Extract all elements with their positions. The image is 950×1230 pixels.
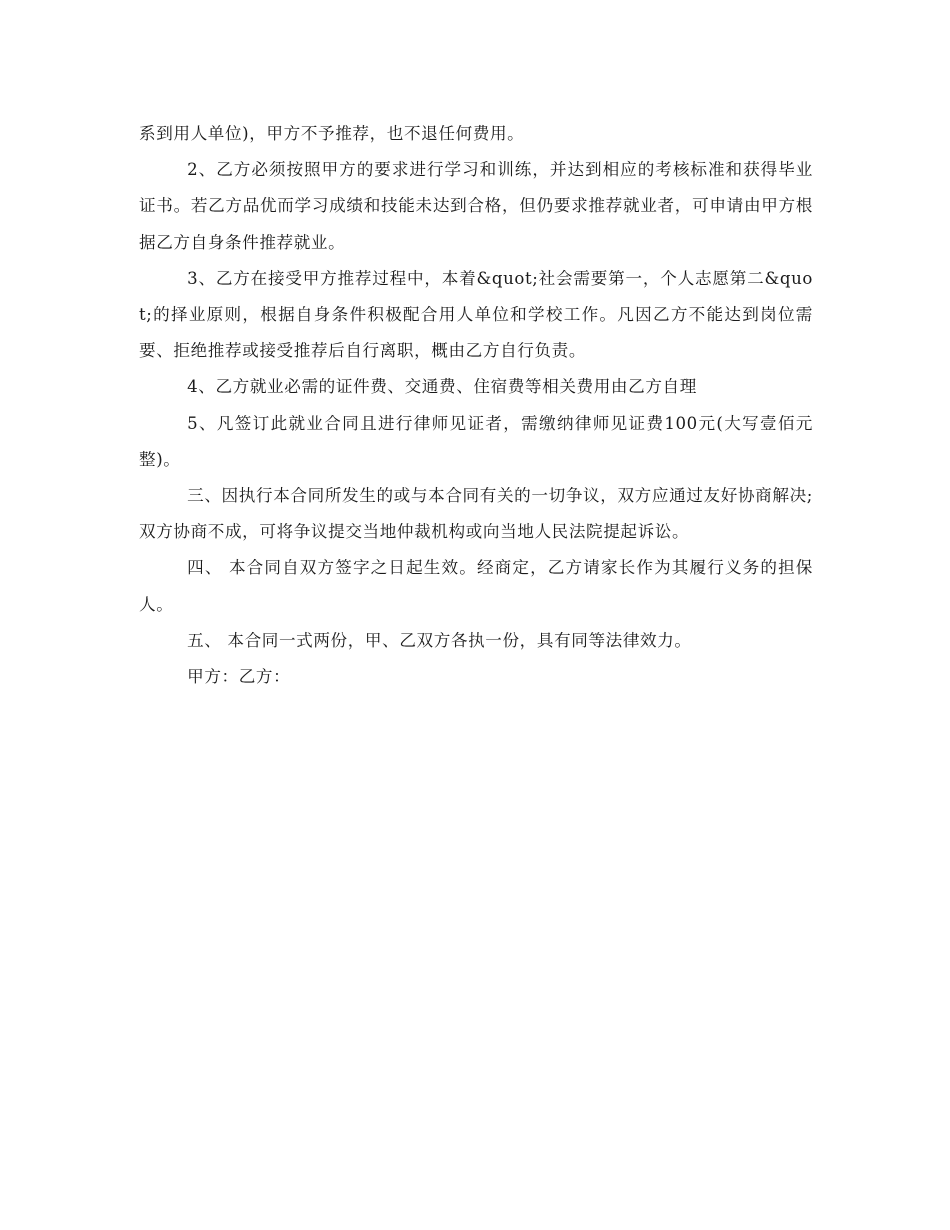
paragraph-clause-4-expenses: 4、乙方就业必需的证件费、交通费、住宿费等相关费用由乙方自理 bbox=[187, 377, 697, 397]
paragraph-section-4-effective-date: 四、 本合同自双方签字之日起生效。经商定，乙方请家长作为其履行义务的担保人。 bbox=[139, 558, 813, 614]
paragraph-clause-2-training: 2、乙方必须按照甲方的要求进行学习和训练，并达到相应的考核标准和获得毕业证书。若乙方品优而学习成绩和技能未达到合格，但仍要求推荐就业者，可申请由甲方根据乙方自身条件推荐就业。 bbox=[139, 160, 813, 252]
paragraph-referral-fee-clause: 系到用人单位)，甲方不予推荐，也不退任何费用。 bbox=[139, 124, 525, 143]
signature-line: 甲方：乙方： bbox=[187, 667, 291, 687]
paragraph-clause-3-employment-principle: 3、乙方在接受甲方推荐过程中，本着&quot;社会需要第一，个人志愿第二&quot;的择业原则，根据自身条件积极配合用人单位和学校工作。凡因乙方不能达到岗位需要、拒绝推荐或接受推荐后自行离职，概由乙方自行负责。 bbox=[139, 268, 813, 361]
paragraph-section-5-copies: 五、 本合同一式两份，甲、乙双方各执一份，具有同等法律效力。 bbox=[187, 630, 692, 650]
paragraph-section-3-disputes: 三、因执行本合同所发生的或与本合同有关的一切争议，双方应通过友好协商解决;双方协商不成，可将争议提交当地仲裁机构或向当地人民法院提起诉讼。 bbox=[139, 486, 813, 542]
paragraph-clause-5-lawyer-fee: 5、凡签订此就业合同且进行律师见证者，需缴纳律师见证费100元(大写壹佰元整)。 bbox=[139, 413, 813, 469]
contract-body bbox=[139, 116, 813, 695]
